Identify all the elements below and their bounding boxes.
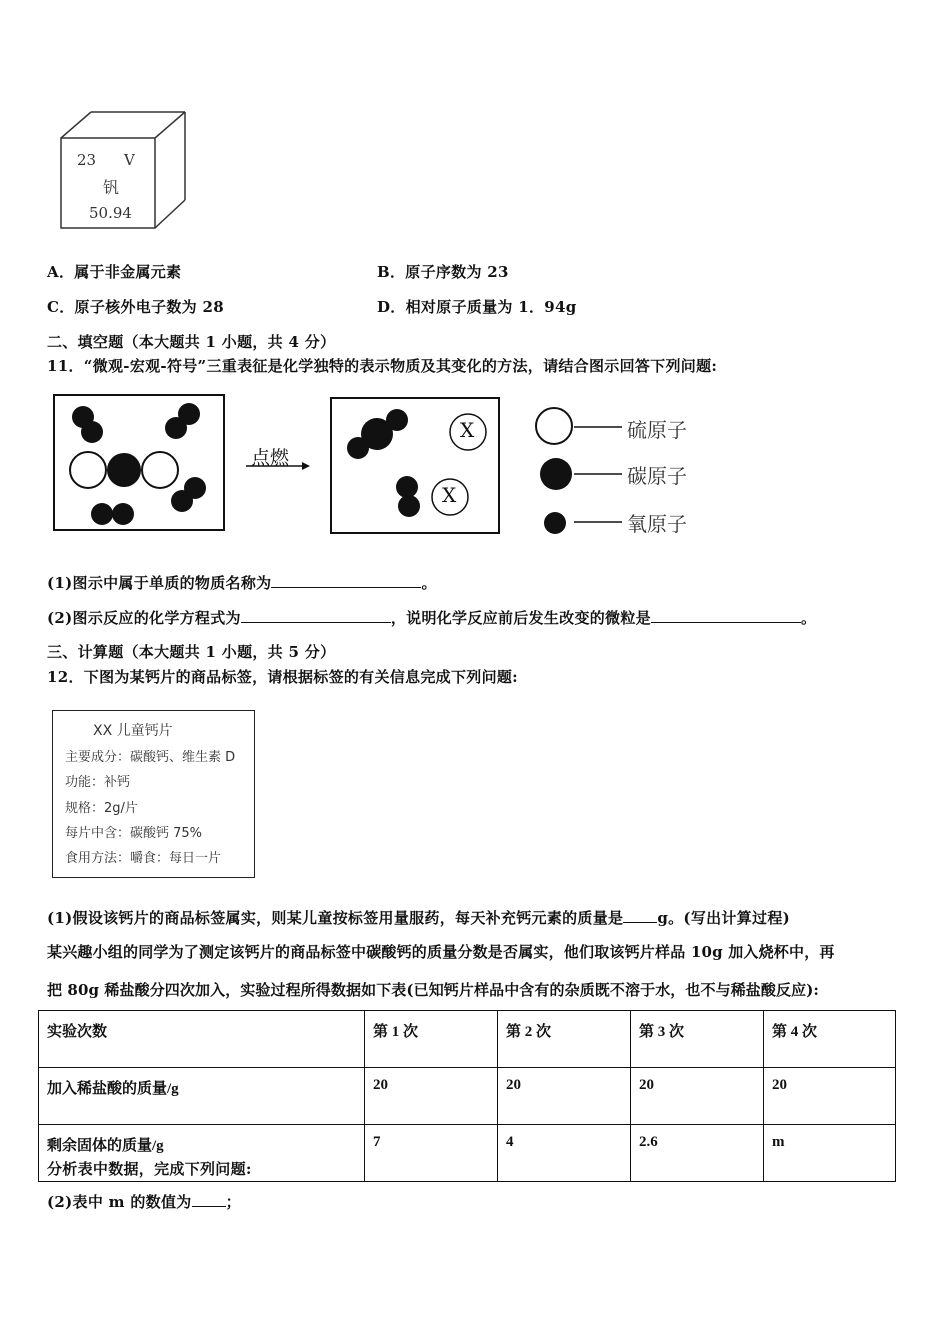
- table-cell: 20: [365, 1068, 498, 1125]
- oxygen-atom: [165, 417, 187, 439]
- x-label: X: [460, 418, 475, 442]
- table-cell: 20: [498, 1068, 631, 1125]
- analysis-prompt: 分析表中数据，完成下列问题:: [47, 1160, 252, 1178]
- q11-part1-text: (1)图示中属于单质的物质名称为: [47, 574, 272, 592]
- element-symbol: V: [124, 151, 135, 169]
- oxygen-atom: [398, 495, 420, 517]
- experiment-table: [38, 1010, 896, 1182]
- option-a: A．属于非金属元素: [47, 263, 182, 281]
- table-header-cell: 第 4 次: [764, 1011, 896, 1068]
- x-label: X: [442, 483, 457, 507]
- q11-part2-text: (2)图示反应的化学方程式为: [47, 609, 241, 627]
- atomic-number: 23: [77, 151, 97, 169]
- table-header-cell: 实验次数: [39, 1011, 365, 1068]
- oxygen-atom: [171, 490, 193, 512]
- paragraph-line: 某兴趣小组的同学为了测定该钙片的商品标签中碳酸钙的质量分数是否属实，他们取该钙片样品 10g 加入烧杯中，再: [47, 943, 835, 961]
- table-header-cell: 第 3 次: [631, 1011, 764, 1068]
- legend-carbon-symbol: [540, 458, 572, 490]
- label-title: XX 儿童钙片: [93, 723, 173, 739]
- answer-blank[interactable]: [241, 608, 391, 623]
- table-cell: 加入稀盐酸的质量/g: [39, 1068, 365, 1125]
- legend-oxygen-symbol: [544, 512, 566, 534]
- atomic-mass: 50.94: [89, 204, 132, 222]
- product-label: [52, 710, 255, 878]
- sulfur-atom: [70, 452, 106, 488]
- table-header-cell: 第 1 次: [365, 1011, 498, 1068]
- q11-part2-end: 。: [800, 609, 817, 627]
- carbon-atom: [107, 453, 141, 487]
- q11-part1-end: 。: [421, 574, 437, 592]
- table-header-cell: 第 2 次: [498, 1011, 631, 1068]
- q12-part2-end: ；: [225, 1193, 241, 1211]
- table-cell: 7: [365, 1125, 498, 1182]
- q12-part1-text: (1)假设该钙片的商品标签属实，则某儿童按标签用量服药，每天补充钙元素的质量是: [47, 909, 624, 927]
- option-d: D．相对原子质量为 1．94g: [377, 298, 577, 316]
- reaction-diagram: [50, 390, 710, 540]
- oxygen-atom: [81, 421, 103, 443]
- q11-part2: [47, 607, 816, 628]
- q12-part2: [47, 1191, 241, 1212]
- q11-part1: [47, 572, 437, 593]
- table-cell: 4: [498, 1125, 631, 1182]
- label-line: 功能：补钙: [65, 775, 131, 790]
- table-row: [39, 1068, 896, 1125]
- q12-part1-end: g。(写出计算过程): [657, 909, 791, 927]
- oxygen-atom: [91, 503, 113, 525]
- oxygen-atom: [112, 503, 134, 525]
- legend-oxygen-label: 氧原子: [627, 512, 687, 536]
- q12-stem: 12．下图为某钙片的商品标签，请根据标签的有关信息完成下列问题:: [47, 668, 519, 686]
- element-name: 钒: [103, 178, 120, 197]
- legend-sulfur-symbol: [536, 408, 572, 444]
- legend-sulfur-label: 硫原子: [627, 418, 687, 442]
- answer-blank[interactable]: [192, 1192, 226, 1207]
- table-cell: 2.6: [631, 1125, 764, 1182]
- section3-heading: 三、计算题（本大题共 1 小题，共 5 分）: [47, 643, 336, 661]
- table-header-row: [39, 1011, 896, 1068]
- label-line: 食用方法：嚼食：每日一片: [65, 851, 222, 866]
- answer-blank[interactable]: [651, 608, 801, 623]
- q12-part1: [47, 907, 790, 928]
- option-c: C．原子核外电子数为 28: [47, 298, 224, 316]
- legend-carbon-label: 碳原子: [627, 464, 687, 488]
- q12-part2-text: (2)表中 m 的数值为: [47, 1193, 192, 1211]
- label-line: 主要成分：碳酸钙、维生素 D: [65, 750, 236, 765]
- oxygen-atom: [396, 476, 418, 498]
- answer-blank[interactable]: [623, 908, 657, 923]
- table-cell: 20: [631, 1068, 764, 1125]
- option-b: B．原子序数为 23: [377, 263, 509, 281]
- label-line: 每片中含：碳酸钙 75%: [65, 826, 203, 841]
- sulfur-atom: [142, 452, 178, 488]
- q11-stem: 11．“微观-宏观-符号”三重表征是化学独特的表示物质及其变化的方法，请结合图示回答下列问题:: [47, 357, 718, 375]
- section2-heading: 二、填空题（本大题共 1 小题，共 4 分）: [47, 333, 336, 351]
- q11-part2-mid: ，说明化学反应前后发生改变的微粒是: [390, 609, 651, 627]
- answer-blank[interactable]: [271, 573, 421, 588]
- table-cell: 20: [764, 1068, 896, 1125]
- table-cell: 剩余固体的质量/g: [39, 1125, 365, 1182]
- table-cell: m: [764, 1125, 896, 1182]
- label-line: 规格：2g/片: [65, 801, 138, 816]
- arrow-label: 点燃: [251, 447, 290, 469]
- carbon-atom: [361, 418, 393, 450]
- paragraph-line: 把 80g 稀盐酸分四次加入，实验过程所得数据如下表(已知钙片样品中含有的杂质既不溶于水，也不与稀盐酸反应):: [47, 981, 820, 999]
